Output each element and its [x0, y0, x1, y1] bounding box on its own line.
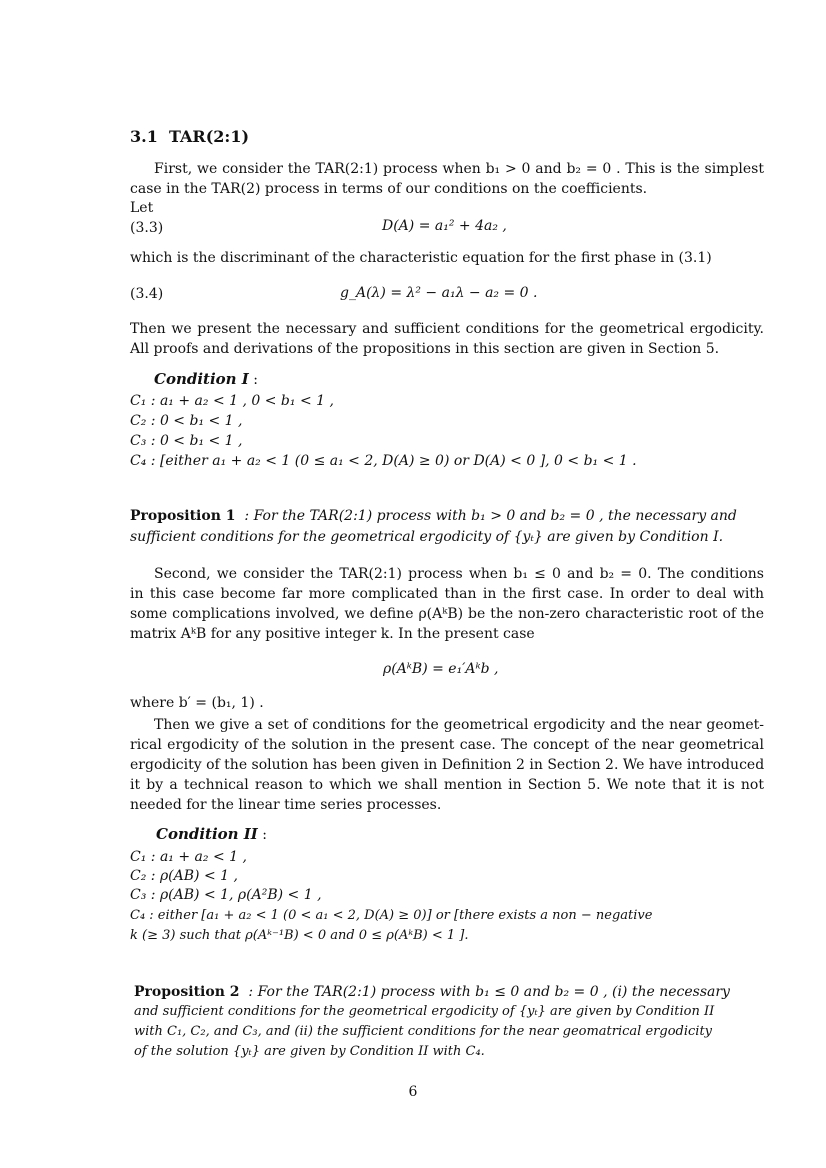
- condition-item: C₁ : a₁ + a₂ < 1 ,: [130, 849, 247, 865]
- section-title: TAR(2:1): [168, 127, 250, 146]
- condition-heading: [154, 370, 258, 389]
- condition-item: C₂ : 0 < b₁ < 1 ,: [130, 413, 243, 429]
- section-number: 3.1: [130, 127, 158, 146]
- section-heading: [130, 128, 249, 146]
- proposition-text: : For the TAR(2:1) process with b₁ ≤ 0 and b₂ = 0 , (i) the necessary: [248, 984, 730, 1000]
- proposition-line: [130, 507, 737, 525]
- paragraph-line: case in the TAR(2) process in terms of our conditions on the coefficients.: [130, 181, 648, 197]
- paragraph-line: All proofs and derivations of the propositions in this section are given in Section 5.: [130, 341, 720, 357]
- equation-characteristic: g_A(λ) = λ² − a₁λ − a₂ = 0 .: [340, 285, 538, 301]
- paragraph-line: rical ergodicity of the solution in the present case. The concept of the near geometrical: [130, 737, 764, 753]
- proposition-text: with C₁, C₂, and C₃, and (ii) the sufficient conditions for the near geomatrical ergodicity: [134, 1024, 713, 1039]
- rho-formula: ρ(AᵏB) = e₁′Aᵏb ,: [383, 661, 499, 677]
- paragraph-line: Second, we consider the TAR(2:1) process when b₁ ≤ 0 and b₂ = 0. The conditions: [154, 566, 764, 582]
- paragraph-line: some complications involved, we define ρ(AᵏB) be the non-zero characteristic root of the: [130, 606, 764, 622]
- paragraph-line: it by a technical reason to which we shall mention in Section 5. We note that it is not: [130, 777, 764, 793]
- proposition-text: : For the TAR(2:1) process with b₁ > 0 and b₂ = 0 , the necessary and: [244, 508, 737, 524]
- condition-item: C₄ : either [a₁ + a₂ < 1 (0 < a₁ < 2, D(A) ≥ 0)] or [there exists a non − negative: [130, 908, 653, 923]
- condition-item: C₄ : [either a₁ + a₂ < 1 (0 ≤ a₁ < 2, D(A) ≥ 0) or D(A) < 0 ], 0 < b₁ < 1 .: [130, 453, 637, 469]
- equation-tag: (3.3): [130, 220, 164, 236]
- paragraph-line: ergodicity of the solution has been given in Definition 2 in Section 2. We have introduced: [130, 757, 765, 773]
- condition-item: C₃ : ρ(AB) < 1, ρ(A²B) < 1 ,: [130, 887, 322, 903]
- paragraph-line: which is the discriminant of the characteristic equation for the first phase in (3.1): [130, 250, 712, 266]
- equation-tag: (3.4): [130, 286, 164, 302]
- proposition-text: and sufficient conditions for the geometrical ergodicity of {yₜ} are given by Condition II: [134, 1004, 715, 1019]
- condition-item: C₃ : 0 < b₁ < 1 ,: [130, 433, 243, 449]
- condition-heading: [156, 825, 267, 844]
- condition-item: C₂ : ρ(AB) < 1 ,: [130, 868, 238, 884]
- paragraph-line: Then we present the necessary and sufficient conditions for the geometrical ergodicity.: [130, 321, 764, 337]
- paragraph-line: matrix AᵏB for any positive integer k. In the present case: [130, 626, 535, 642]
- proposition-label: Proposition 1: [130, 508, 236, 524]
- equation-discriminant: D(A) = a₁² + 4a₂ ,: [382, 218, 507, 234]
- paragraph-line: First, we consider the TAR(2:1) process when b₁ > 0 and b₂ = 0 . This is the simplest: [154, 161, 764, 177]
- condition-colon: :: [253, 372, 258, 388]
- paragraph-line: Then we give a set of conditions for the geometrical ergodicity and the near geomet-: [154, 717, 764, 733]
- paragraph-line: where b′ = (b₁, 1) .: [130, 695, 264, 711]
- proposition-label: Proposition 2: [134, 984, 240, 1000]
- condition-item: C₁ : a₁ + a₂ < 1 , 0 < b₁ < 1 ,: [130, 393, 334, 409]
- paragraph-line: in this case become far more complicated than in the first case. In order to deal with: [130, 586, 764, 602]
- condition-item: k (≥ 3) such that ρ(Aᵏ⁻¹B) < 0 and 0 ≤ ρ(AᵏB) < 1 ].: [130, 928, 469, 943]
- proposition-text: sufficient conditions for the geometrical ergodicity of {yₜ} are given by Condition I.: [130, 529, 724, 545]
- page-number: 6: [408, 1084, 418, 1100]
- condition-colon: :: [262, 827, 268, 843]
- paragraph-line: needed for the linear time series processes.: [130, 797, 442, 813]
- condition-title: Condition I: [154, 370, 249, 388]
- condition-title: Condition II: [156, 825, 258, 843]
- paragraph-line: Let: [130, 200, 154, 216]
- proposition-line: [134, 983, 730, 1001]
- proposition-text: of the solution {yₜ} are given by Condition II with C₄.: [134, 1044, 485, 1059]
